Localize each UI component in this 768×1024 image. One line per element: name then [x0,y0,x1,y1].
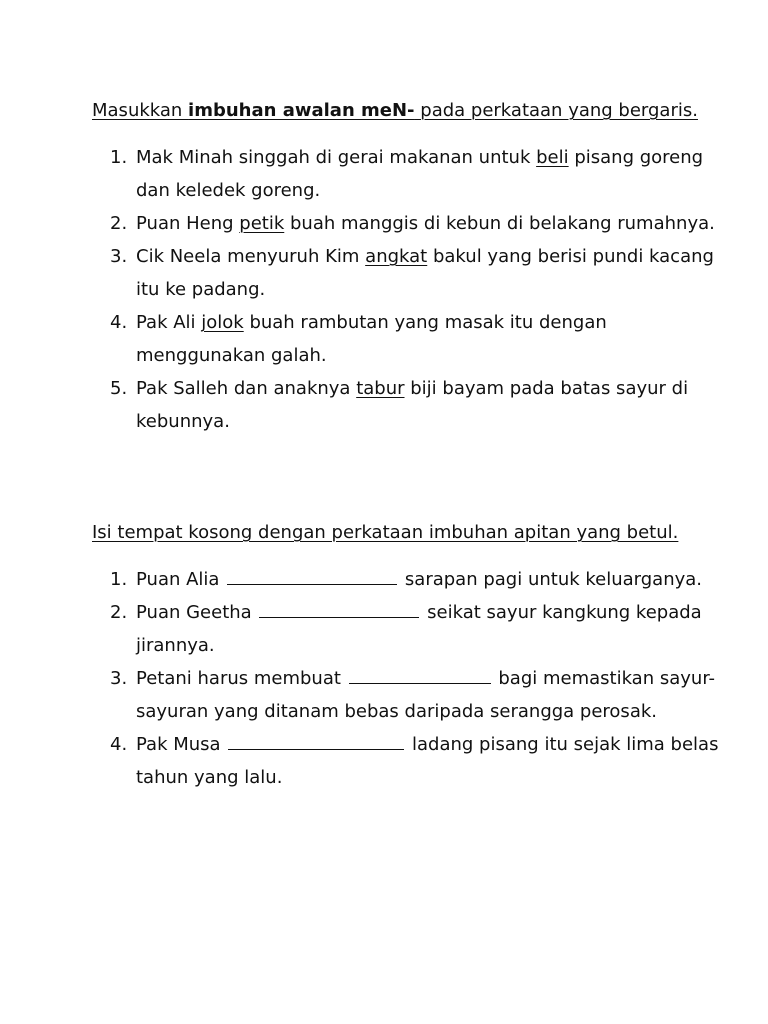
underlined-word: tabur [356,378,405,399]
apitan-question-list [92,563,732,794]
question-text-after: ladang pisang itu sejak lima belas tahun yang lalu. [136,734,719,788]
answer-blank[interactable] [259,599,419,618]
answer-blank[interactable] [228,731,404,750]
instruction-awalan-prefix: Masukkan [92,100,189,121]
apitan-question-2 [92,596,726,662]
question-text-before: Cik Neela menyuruh Kim [136,246,366,267]
answer-blank[interactable] [349,665,491,684]
instruction-awalan-bold: imbuhan awalan meN- [188,100,415,121]
question-text-before: Petani harus membuat [136,668,347,689]
instruction-awalan [92,94,732,127]
question-number: 4. [110,734,128,755]
question-text-before: Puan Heng [136,213,240,234]
instruction-apitan: Isi tempat kosong dengan perkataan imbuhan apitan yang betul. [92,522,679,543]
section-awalan [92,94,732,438]
question-text-after: buah manggis di kebun di belakang rumahnya. [284,213,715,234]
question-text-before: Pak Musa [136,734,227,755]
underlined-word: angkat [365,246,428,267]
question-number: 4. [110,312,128,333]
question-number: 3. [110,668,128,689]
section-apitan [92,516,732,794]
apitan-question-3 [92,662,726,728]
question-text-before: Mak Minah singgah di gerai makanan untuk [136,147,537,168]
question-text-after: pisang goreng dan keledek goreng. [136,147,704,201]
question-text-before: Pak Ali [136,312,202,333]
answer-blank[interactable] [227,566,397,585]
question-text-after: biji bayam pada batas sayur di kebunnya. [136,378,689,432]
question-text-after: bakul yang berisi pundi kacang itu ke padang. [136,246,714,300]
question-text-before: Puan Geetha [136,602,258,623]
apitan-question-4 [92,728,726,794]
question-text-after: seikat sayur kangkung kepada jirannya. [136,602,702,656]
awalan-question-4 [92,306,726,372]
question-number: 3. [110,246,128,267]
question-number: 2. [110,602,128,623]
question-text-before: Pak Salleh dan anaknya [136,378,357,399]
apitan-question-1 [92,563,726,596]
awalan-question-3 [92,240,726,306]
awalan-question-5 [92,372,726,438]
question-text-before: Puan Alia [136,569,226,590]
underlined-word: jolok [201,312,244,333]
question-number: 1. [110,569,128,590]
instruction-awalan-suffix: pada perkataan yang bergaris. [414,100,698,121]
awalan-question-list [92,141,732,438]
awalan-question-1 [92,141,726,207]
question-text-after: bagi memastikan sayur-sayuran yang ditanam bebas daripada serangga perosak. [136,668,716,722]
underlined-word: petik [239,213,285,234]
question-number: 5. [110,378,128,399]
underlined-word: beli [536,147,569,168]
question-number: 2. [110,213,128,234]
awalan-question-2 [92,207,726,240]
question-text-after: sarapan pagi untuk keluarganya. [399,569,703,590]
question-text-after: buah rambutan yang masak itu dengan menggunakan galah. [136,312,607,366]
question-number: 1. [110,147,128,168]
